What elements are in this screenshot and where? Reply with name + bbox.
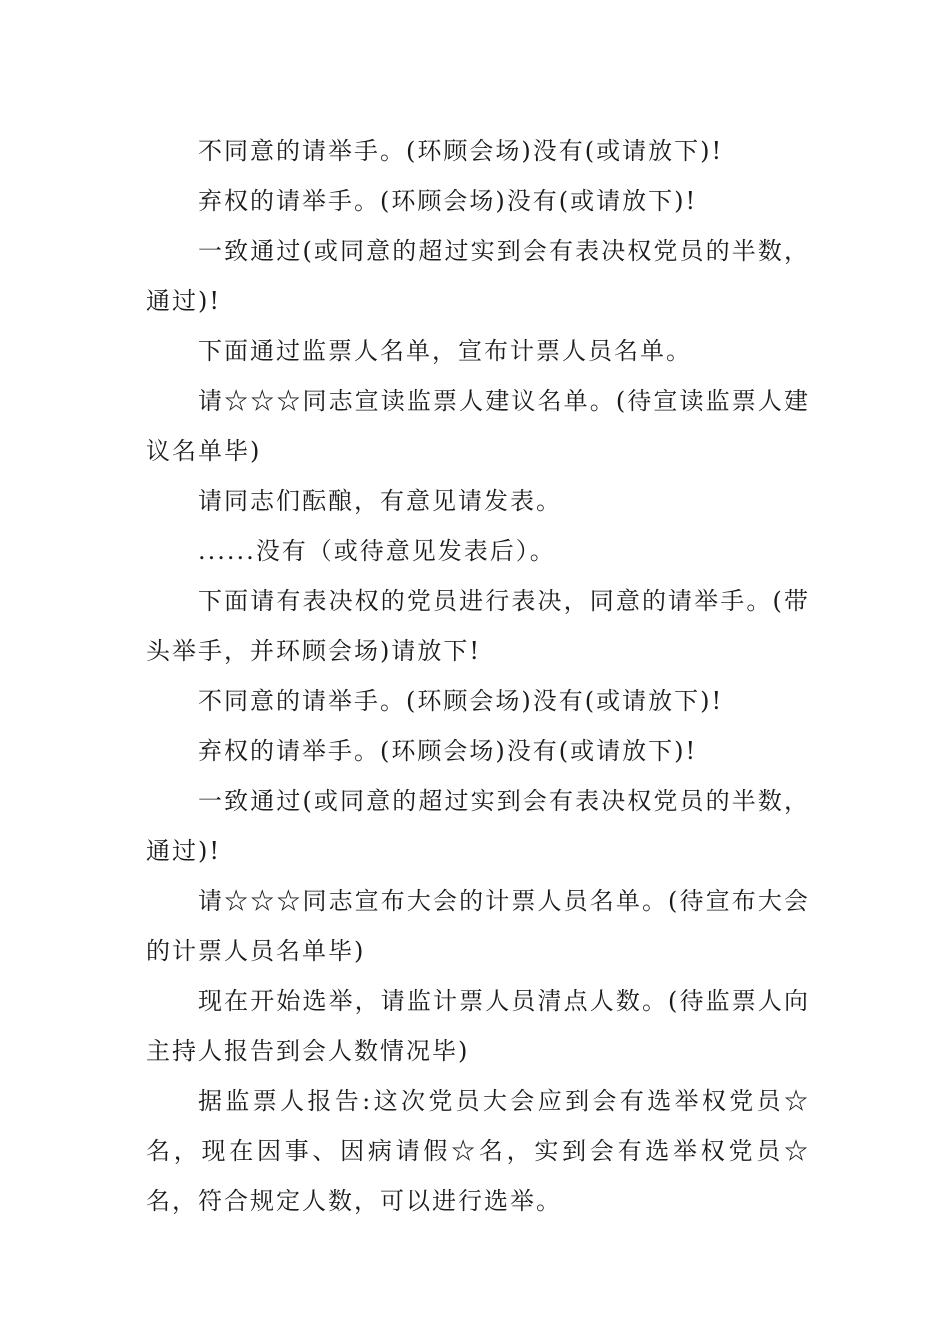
paragraph-3: 一致通过(或同意的超过实到会有表决权党员的半数，通过)! [146,237,810,315]
paragraph-5: 请☆☆☆同志宣读监票人建议名单。(待宣读监票人建议名单毕) [146,387,810,465]
paragraph-12: 请☆☆☆同志宣布大会的计票人员名单。(待宣布大会的计票人员名单毕) [146,887,810,965]
paragraph-1: 不同意的请举手。(环顾会场)没有(或请放下)! [198,137,724,165]
paragraph-10: 弃权的请举手。(环顾会场)没有(或请放下)! [198,737,698,765]
paragraph-9: 不同意的请举手。(环顾会场)没有(或请放下)! [198,687,724,715]
paragraph-8: 下面请有表决权的党员进行表决，同意的请举手。(带头举手，并环顾会场)请放下! [146,587,810,665]
paragraph-7: ......没有（或待意见发表后）。 [198,537,556,565]
paragraph-13: 现在开始选举，请监计票人员清点人数。(待监票人向主持人报告到会人数情况毕) [146,987,810,1065]
document-body [146,126,810,1226]
paragraph-2: 弃权的请举手。(环顾会场)没有(或请放下)! [198,187,698,215]
paragraph-11: 一致通过(或同意的超过实到会有表决权党员的半数，通过)! [146,787,810,865]
paragraph-6: 请同志们酝酿，有意见请发表。 [198,487,562,515]
paragraph-14: 据监票人报告:这次党员大会应到会有选举权党员☆名，现在因事、因病请假☆名，实到会有选举权党员☆名，符合规定人数，可以进行选举。 [146,1087,810,1215]
paragraph-4: 下面通过监票人名单，宣布计票人员名单。 [198,337,692,365]
